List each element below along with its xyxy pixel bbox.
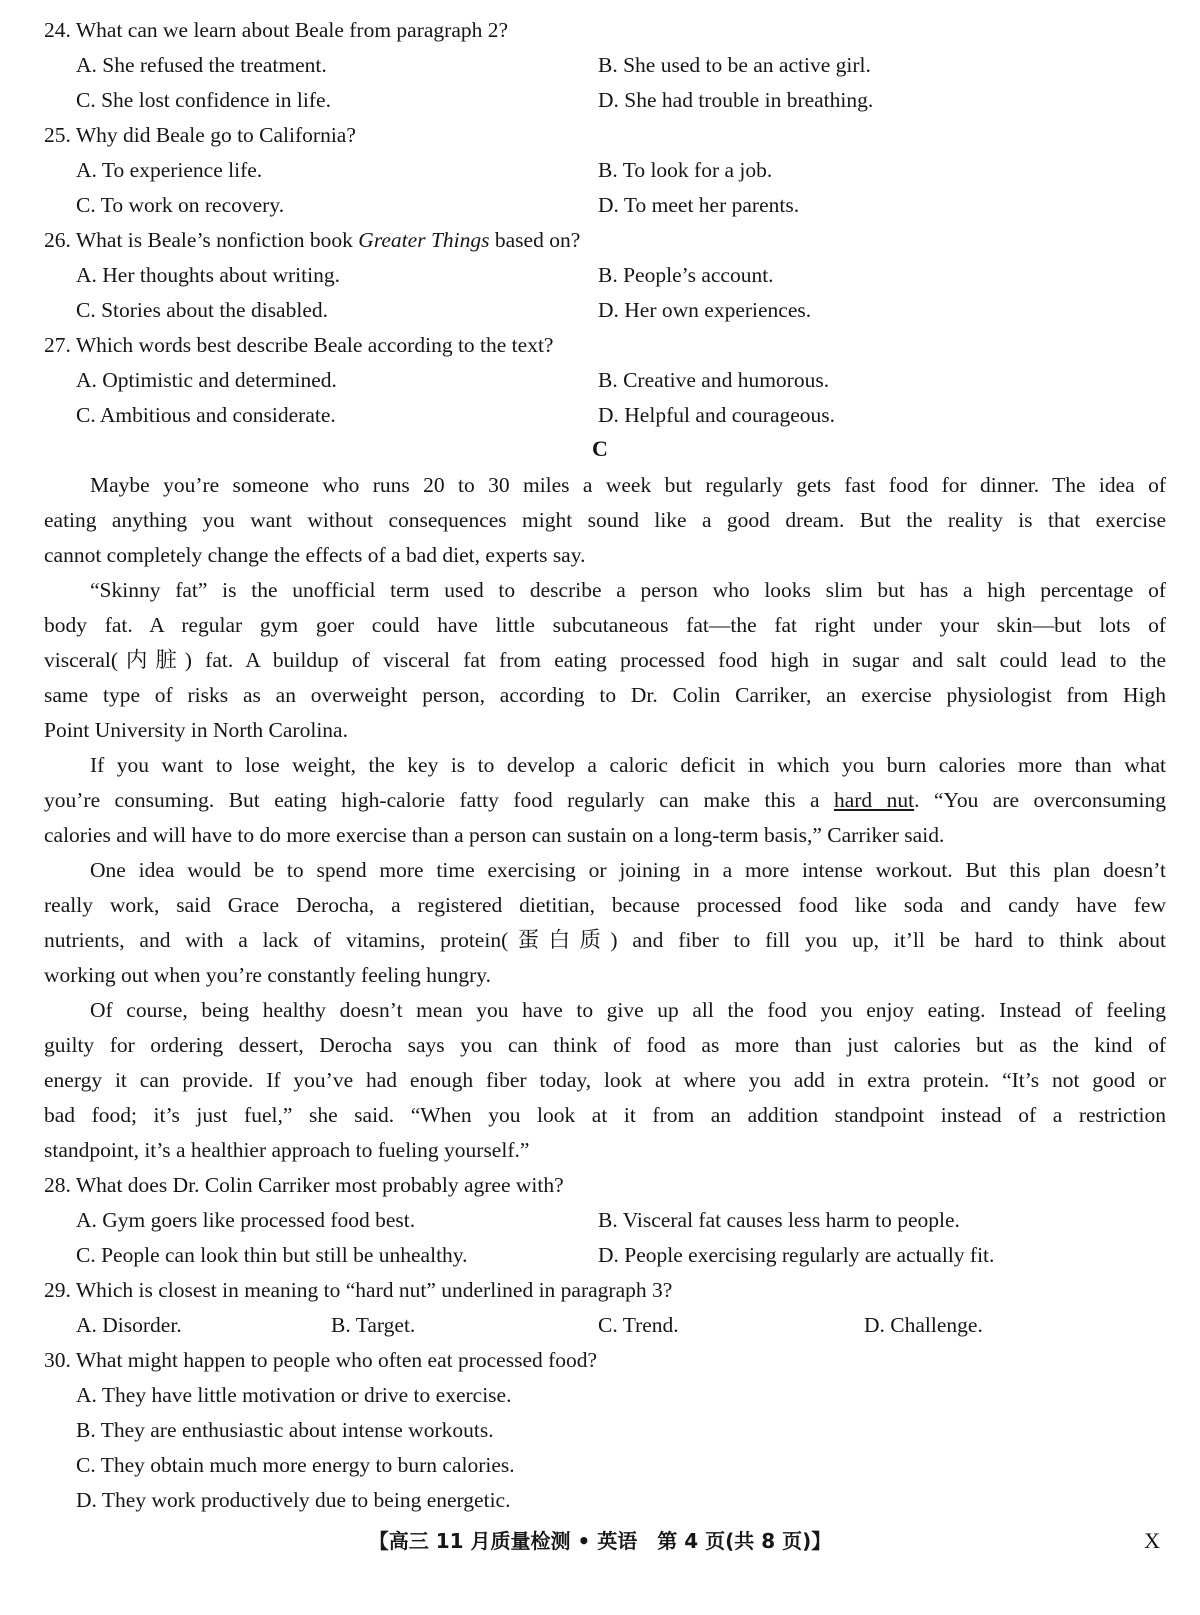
question-28: 28. What does Dr. Colin Carriker most probably agree with? xyxy=(44,1173,564,1197)
q29-option-a: A. Disorder. xyxy=(76,1313,182,1337)
passage-p3-line2 xyxy=(44,787,1166,813)
passage-p4-line4: working out when you’re constantly feeling hungry. xyxy=(44,963,492,987)
question-30: 30. What might happen to people who often eat processed food? xyxy=(44,1348,598,1372)
q27-option-d: D. Helpful and courageous. xyxy=(598,403,836,427)
question-25: 25. Why did Beale go to California? xyxy=(44,123,356,147)
passage-p3-line3: calories and will have to do more exercise than a person can sustain on a long-term basis,” Carriker said. xyxy=(44,823,945,847)
q26-option-d: D. Her own experiences. xyxy=(598,298,812,322)
p3-line2-after: . “You are overconsuming xyxy=(914,788,1166,812)
passage-p3-line1: If you want to lose weight, the key is to develop a caloric deficit in which you burn calories more than what xyxy=(90,753,1166,777)
page-footer: 【高三 11 月质量检测 • 英语 第 4 页(共 8 页)】 xyxy=(368,1529,832,1553)
passage-p4-line1: One idea would be to spend more time exercising or joining in a more intense workout. But this plan doesn’t xyxy=(90,858,1166,882)
question-29: 29. Which is closest in meaning to “hard nut” underlined in paragraph 3? xyxy=(44,1278,673,1302)
passage-p1-line1: Maybe you’re someone who runs 20 to 30 miles a week but regularly gets fast food for dinner. The idea of xyxy=(90,473,1166,497)
passage-p5-line4: bad food; it’s just fuel,” she said. “When you look at it from an addition standpoint instead of a restriction xyxy=(44,1103,1166,1127)
q29-option-b: B. Target. xyxy=(331,1313,416,1337)
passage-p4-line3: nutrients, and with a lack of vitamins, protein(蛋白质) and fiber to fill you up, it’ll be hard to think about xyxy=(44,928,1166,952)
q27-option-b: B. Creative and humorous. xyxy=(598,368,830,392)
passage-p2-line2: body fat. A regular gym goer could have little subcutaneous fat—the fat right under your skin—but lots of xyxy=(44,613,1166,637)
passage-p2-line5: Point University in North Carolina. xyxy=(44,718,348,742)
q28-option-b: B. Visceral fat causes less harm to people. xyxy=(598,1208,960,1232)
q27-option-a: A. Optimistic and determined. xyxy=(76,368,337,392)
passage-p1-line2: eating anything you want without consequences might sound like a good dream. But the reality is that exercise xyxy=(44,508,1166,532)
q25-option-d: D. To meet her parents. xyxy=(598,193,800,217)
section-heading: C xyxy=(592,436,608,461)
q25-option-c: C. To work on recovery. xyxy=(76,193,285,217)
q28-option-d: D. People exercising regularly are actually fit. xyxy=(598,1243,995,1267)
q30-option-a: A. They have little motivation or drive to exercise. xyxy=(76,1383,512,1407)
q26-book-title: Greater Things xyxy=(358,228,490,252)
q27-option-c: C. Ambitious and considerate. xyxy=(76,403,336,427)
q26-option-b: B. People’s account. xyxy=(598,263,774,287)
q25-option-a: A. To experience life. xyxy=(76,158,263,182)
q24-option-d: D. She had trouble in breathing. xyxy=(598,88,874,112)
q26-text-after: based on? xyxy=(489,228,581,252)
q29-option-c: C. Trend. xyxy=(598,1313,679,1337)
q26-text-before: 26. What is Beale’s nonfiction book xyxy=(44,228,359,252)
passage-p5-line5: standpoint, it’s a healthier approach to fueling yourself.” xyxy=(44,1138,530,1162)
q25-option-b: B. To look for a job. xyxy=(598,158,773,182)
q24-option-b: B. She used to be an active girl. xyxy=(598,53,871,77)
passage-p2-line1: “Skinny fat” is the unofficial term used to describe a person who looks slim but has a high percentage of xyxy=(90,578,1166,602)
passage-p5-line2: guilty for ordering dessert, Derocha says you can think of food as more than just calories but as the kind of xyxy=(44,1033,1166,1057)
q30-option-b: B. They are enthusiastic about intense workouts. xyxy=(76,1418,494,1442)
question-26 xyxy=(44,227,580,253)
q29-option-d: D. Challenge. xyxy=(864,1313,983,1337)
passage-p4-line2: really work, said Grace Derocha, a registered dietitian, because processed food like soda and candy have few xyxy=(44,893,1166,917)
q30-option-c: C. They obtain much more energy to burn calories. xyxy=(76,1453,515,1477)
question-24: 24. What can we learn about Beale from paragraph 2? xyxy=(44,18,509,42)
passage-p5-line3: energy it can provide. If you’ve had enough fiber today, look at where you add in extra protein. “It’s not good or xyxy=(44,1068,1166,1092)
q28-option-c: C. People can look thin but still be unhealthy. xyxy=(76,1243,468,1267)
q26-option-c: C. Stories about the disabled. xyxy=(76,298,328,322)
q24-option-c: C. She lost confidence in life. xyxy=(76,88,331,112)
footer-mark: X xyxy=(1144,1528,1160,1553)
q26-option-a: A. Her thoughts about writing. xyxy=(76,263,340,287)
hard-nut-underlined: hard nut xyxy=(833,788,915,812)
p3-line2-before: you’re consuming. But eating high-calorie fatty food regularly can make this a xyxy=(44,788,834,812)
q30-option-d: D. They work productively due to being energetic. xyxy=(76,1488,511,1512)
passage-p5-line1: Of course, being healthy doesn’t mean you have to give up all the food you enjoy eating. Instead of feeling xyxy=(90,998,1166,1022)
q24-option-a: A. She refused the treatment. xyxy=(76,53,327,77)
passage-p2-line4: same type of risks as an overweight person, according to Dr. Colin Carriker, an exercise physiologist from High xyxy=(44,683,1166,707)
question-27: 27. Which words best describe Beale according to the text? xyxy=(44,333,554,357)
passage-p1-line3: cannot completely change the effects of a bad diet, experts say. xyxy=(44,543,586,567)
passage-p2-line3: visceral(内脏) fat. A buildup of visceral fat from eating processed food high in sugar and salt could lead to the xyxy=(44,648,1166,672)
q28-option-a: A. Gym goers like processed food best. xyxy=(76,1208,416,1232)
